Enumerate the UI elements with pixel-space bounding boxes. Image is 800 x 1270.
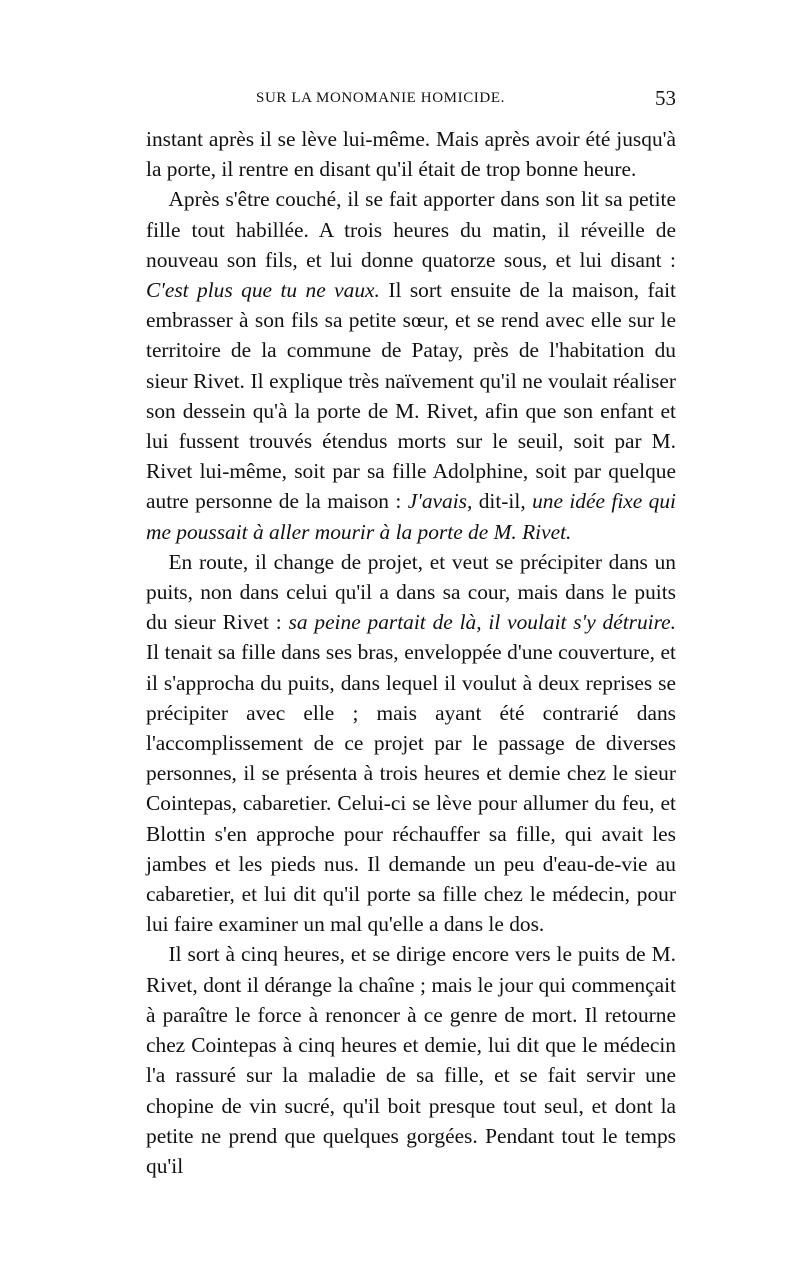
paragraph-4 xyxy=(146,939,676,1181)
italic-quote: sa peine partait de là, il voulait s'y détruire. xyxy=(288,610,676,635)
running-title: SUR LA MONOMANIE HOMICIDE. xyxy=(256,90,505,106)
text-run: En route, il change de projet, et veut se précipiter dans un puits, non dans celui qu'il a dans sa cour, mais dans le puits du sieur Rivet : xyxy=(146,549,676,635)
text-run: dit-il, xyxy=(472,489,533,514)
text-run: Il sort ensuite de la maison, fait embrasser à son fils sa petite sœur, et se rend avec elle sur le territoire de la commune de Patay, près de l'habitation du sieur Rivet. Il explique très naïvement qu'il ne voulait réaliser son dessein qu'à la porte de M. Rivet, afin que son enfant et lui fussent trouvés étendus morts sur le seuil, soit par M. Rivet lui-même, soit par sa fille Adolphine, soit par quelque autre personne de la maison : xyxy=(146,278,676,514)
italic-quote: C'est plus que tu ne vaux. xyxy=(146,278,380,303)
page-number: 53 xyxy=(655,86,676,110)
body-text xyxy=(146,124,676,1181)
italic-quote: J'avais, xyxy=(407,489,473,514)
running-head xyxy=(146,86,676,116)
italic-quote: une idée fixe qui me poussait à aller mourir à la porte de M. Rivet. xyxy=(146,489,677,544)
paragraph-1 xyxy=(146,124,676,184)
text-run: Il tenait sa fille dans ses bras, enveloppée d'une couverture, et il s'approcha du puits, dans lequel il voulut à deux reprises se précipiter avec elle ; mais ayant été contrarié dans l'accomplissement de ce projet par le passage de diverses personnes, il se présenta à trois heures et demie chez le sieur Cointepas, cabaretier. Celui-ci se lève pour allumer du feu, et Blottin s'en approche pour réchauffer sa fille, qui avait les jambes et les pieds nus. Il demande un peu d'eau-de-vie au cabaretier, et lui dit qu'il porte sa fille chez le médecin, pour lui faire examiner un mal qu'elle a dans le dos. xyxy=(146,640,676,937)
text-run: Après s'être couché, il se fait apporter dans son lit sa petite fille tout habillée. A trois heures du matin, il réveille de nouveau son fils, et lui donne quatorze sous, et lui disant : xyxy=(146,187,676,272)
paragraph-2 xyxy=(146,184,676,546)
paragraph-3 xyxy=(146,547,676,940)
text-run: instant après il se lève lui-même. Mais après avoir été jusqu'à la porte, il rentre en disant qu'il était de trop bonne heure. xyxy=(146,127,676,182)
text-run: Il sort à cinq heures, et se dirige encore vers le puits de M. Rivet, dont il dérange la chaîne ; mais le jour qui commençait à paraître le force à renoncer à ce genre de mort. Il retourne chez Cointepas à cinq heures et demie, lui dit que le médecin l'a rassuré sur la maladie de sa fille, et se fait servir une chopine de vin sucré, qu'il boit presque tout seul, et dont la petite ne prend que quelques gorgées. Pendant tout le temps qu'il xyxy=(146,942,676,1178)
